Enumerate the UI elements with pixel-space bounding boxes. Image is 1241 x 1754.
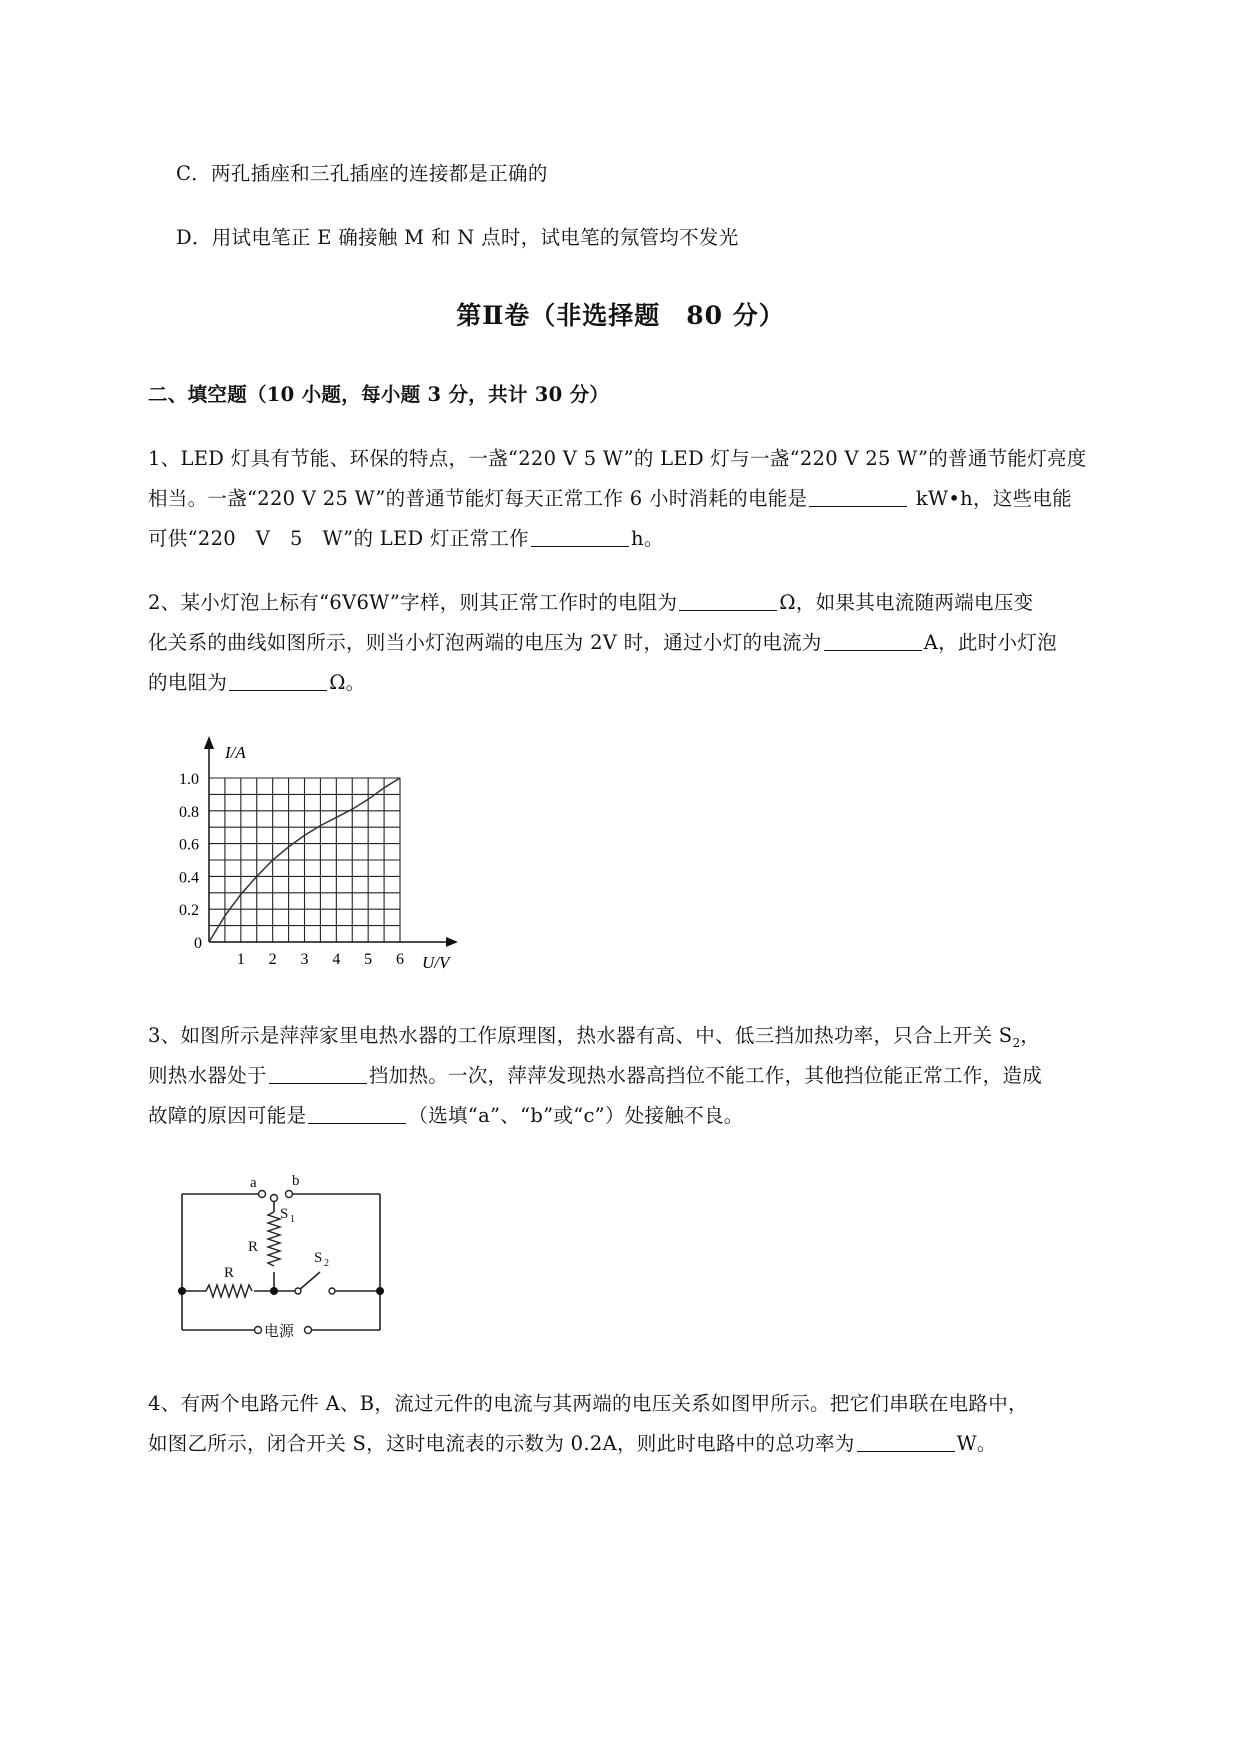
q2-text: 化关系的曲线如图所示，则当小灯泡两端的电压为 2V 时，通过小灯的电流为: [148, 631, 822, 654]
q1-text: 可供“220 V 5 W”的 LED 灯正常工作: [148, 527, 529, 550]
q1-text: kW•h，这些电能: [909, 487, 1072, 510]
q2-text: Ω。: [329, 671, 366, 694]
y-tick-label: 0.4: [179, 869, 199, 887]
y-tick-label: 0.8: [179, 803, 199, 821]
x-tick-label: 2: [268, 951, 277, 968]
section-title: 二、填空题（10 小题，每小题 3 分，共计 30 分）: [148, 383, 610, 406]
q3-line2: [148, 1060, 1042, 1088]
q3-line1: [148, 1020, 1040, 1050]
volume-title: 第Ⅱ卷（非选择题 80 分）: [456, 301, 785, 330]
heater-circuit-diagram: [170, 1160, 400, 1345]
x-tick-label: 1: [236, 951, 245, 968]
q4-line1: 4、有两个电路元件 A、B，流过元件的电流与其两端的电压关系如图甲所示。把它们串联在电路中，: [148, 1392, 1028, 1415]
label-s2: S: [314, 1250, 323, 1266]
q3-text: 故障的原因可能是: [148, 1104, 307, 1127]
q1-line1: 1、LED 灯具有节能、环保的特点，一盏“220 V 5 W”的 LED 灯与一盏“220 V 25 W”的普通节能灯亮度: [148, 447, 1087, 470]
q3-subscript: 2: [1012, 1035, 1021, 1050]
q1-text: 相当。一盏“220 V 25 W”的普通节能灯每天正常工作 6 小时消耗的电能是: [148, 487, 808, 510]
label-r-vertical: R: [248, 1239, 259, 1255]
label-s1: S: [280, 1206, 289, 1222]
y-axis-label: I/A: [225, 743, 246, 762]
label-s2-sub: 2: [324, 1258, 329, 1269]
label-b: b: [292, 1173, 300, 1189]
q4-text: 如图乙所示，闭合开关 S，这时电流表的示数为 0.2A，则此时电路中的总功率为: [148, 1432, 855, 1455]
origin-label: 0: [194, 935, 202, 952]
y-tick-label: 0.6: [179, 836, 199, 854]
label-s1-sub: 1: [290, 1214, 295, 1225]
option-d: D．用试电笔正 E 确接触 M 和 N 点时，试电笔的氖管均不发光: [176, 226, 739, 249]
q4-line2: [148, 1428, 997, 1456]
q4-blank-power[interactable]: [857, 1433, 955, 1452]
q2-text: A，此时小灯泡: [923, 631, 1057, 654]
q3-text: ，: [1020, 1024, 1041, 1047]
q2-text: Ω，如果其电流随两端电压变: [779, 591, 1034, 614]
x-axis-arrow: [446, 937, 458, 947]
x-tick-label: 5: [364, 951, 373, 968]
x-tick-label: 4: [332, 951, 341, 968]
x-axis-label: U/V: [422, 953, 450, 972]
q2-text: 的电阻为: [148, 671, 228, 694]
x-tick-label: 6: [396, 951, 404, 968]
y-tick-label: 1.0: [179, 771, 199, 788]
y-tick-label: 0.2: [179, 902, 199, 920]
q1-text: h。: [630, 527, 664, 550]
q4-text: W。: [956, 1432, 997, 1455]
label-power-source: 电源: [264, 1324, 295, 1340]
q3-blank-level[interactable]: [269, 1065, 367, 1084]
option-c: C．两孔插座和三孔插座的连接都是正确的: [176, 162, 548, 185]
q3-text: （选填“a”、“b”或“c”）处接触不良。: [408, 1104, 744, 1127]
q3-line3: [148, 1100, 744, 1128]
q3-text: 则热水器处于: [148, 1064, 267, 1087]
q2-text: 2、某小灯泡上标有“6V6W”字样，则其正常工作时的电阻为: [148, 591, 678, 614]
q3-blank-fault[interactable]: [308, 1105, 406, 1124]
q3-text: 3、如图所示是萍萍家里电热水器的工作原理图，热水器有高、中、低三挡加热功率，只合上开关 S: [148, 1024, 1013, 1047]
y-axis-arrow: [204, 736, 214, 749]
x-tick-label: 3: [300, 951, 309, 968]
label-r-horizontal: R: [224, 1265, 235, 1281]
q3-text: 挡加热。一次，萍萍发现热水器高挡位不能工作，其他挡位能正常工作，造成: [368, 1064, 1043, 1087]
label-a: a: [250, 1175, 257, 1191]
